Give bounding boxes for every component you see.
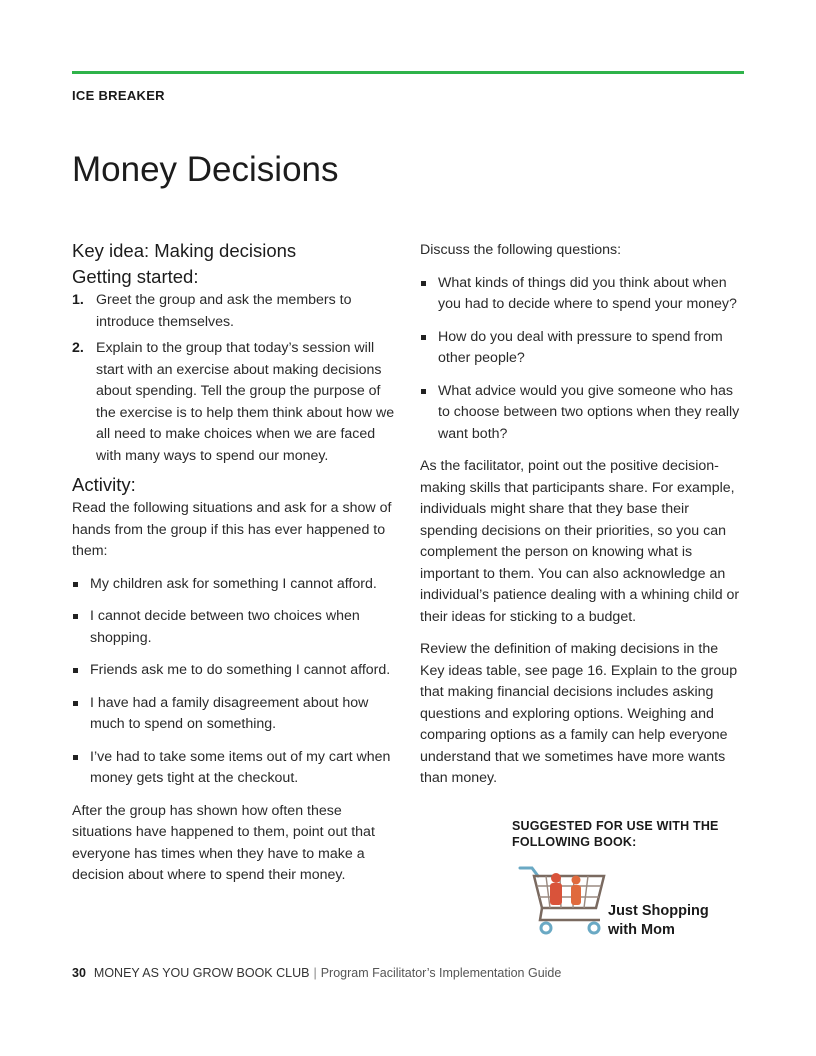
list-item-text: I have had a family disagreement about how much to spend on something. [90, 694, 369, 732]
list-item-text: Friends ask me to do something I cannot afford. [90, 662, 391, 678]
list-item-text: I cannot decide between two choices when shopping. [90, 608, 360, 646]
list-item [420, 327, 746, 370]
discuss-intro: Discuss the following questions: [420, 242, 622, 258]
list-item [72, 574, 400, 596]
list-item [72, 693, 400, 736]
bullet-icon [72, 606, 90, 649]
footer-book-club: MONEY AS YOU GROW BOOK CLUB [93, 966, 310, 980]
page-number: 30 [72, 966, 86, 980]
book-title-line-1: Just Shopping [608, 903, 709, 919]
activity-intro: Read the following situations and ask for a show of hands from the group if this has ever happened to them: [72, 500, 392, 559]
review-paragraph: Review the definition of making decisions in the Key ideas table, see page 16. Explain to the group that making financial decisions includes asking questions and exploring options. Weighing and comparing options as a family can help everyone understand that we sometimes have more wants than money. [420, 641, 738, 786]
bullet-icon [420, 327, 438, 370]
list-item-text: What kinds of things did you think about when you had to decide where to spend your money? [438, 274, 737, 312]
questions-list [420, 273, 746, 446]
right-column [420, 240, 746, 801]
step-number: 2. [72, 340, 84, 356]
steps-list [72, 290, 400, 467]
list-item-text: I’ve had to take some items out of my cart when money gets tight at the checkout. [90, 748, 391, 786]
list-item [72, 606, 400, 649]
getting-started-heading: Getting started: [72, 266, 199, 287]
footer-separator: | [313, 966, 317, 980]
list-item [420, 273, 746, 316]
page-title: Money Decisions [72, 150, 339, 189]
list-item [72, 660, 400, 682]
bullet-icon [72, 747, 90, 790]
situations-list [72, 574, 400, 790]
list-item [420, 381, 746, 446]
left-column [72, 238, 400, 898]
bullet-icon [72, 693, 90, 736]
activity-heading: Activity: [72, 474, 136, 495]
key-idea-heading: Key idea: Making decisions [72, 240, 297, 261]
bullet-icon [72, 574, 90, 596]
suggested-book [512, 818, 752, 938]
suggested-book-label: SUGGESTED FOR USE WITH THE FOLLOWING BOOK: [512, 819, 719, 849]
bullet-icon [420, 273, 438, 316]
page-footer [72, 966, 561, 980]
step-number: 1. [72, 292, 84, 308]
footer-guide-title: Program Facilitator’s Implementation Guide [320, 966, 562, 980]
step-item [72, 290, 400, 333]
step-text: Explain to the group that today’s session will start with an exercise about making decisions about spending. Tell the group the purpose of the exercise is to help them think about how we all need to make choices when we are faced with many ways to spend our money. [96, 340, 395, 464]
step-text: Greet the group and ask the members to introduce themselves. [96, 292, 352, 330]
top-divider [72, 71, 744, 74]
bullet-icon [72, 660, 90, 682]
list-item-text: What advice would you give someone who has to choose between two options when they really want both? [438, 382, 740, 442]
activity-outro: After the group has shown how often these situations have happened to them, point out that everyone has times when they have to make a decision about where to spend their money. [72, 802, 375, 883]
bullet-icon [420, 381, 438, 446]
step-item [72, 338, 400, 467]
facilitator-paragraph: As the facilitator, point out the positive decision-making skills that participants share. For example, individuals might share that they base their spending decisions on their priorities, so you can complement the person on knowing what is important to them. You can also acknowledge an individual’s patience dealing with a whining child or their ideas for sticking to a budget. [420, 458, 740, 625]
book-title-line-2: with Mom [608, 922, 675, 938]
list-item-text: How do you deal with pressure to spend from other people? [438, 328, 723, 366]
section-label: ICE BREAKER [72, 88, 165, 103]
list-item [72, 747, 400, 790]
book-title [608, 902, 709, 940]
list-item-text: My children ask for something I cannot afford. [90, 575, 377, 592]
shopping-cart-icon [516, 862, 608, 938]
